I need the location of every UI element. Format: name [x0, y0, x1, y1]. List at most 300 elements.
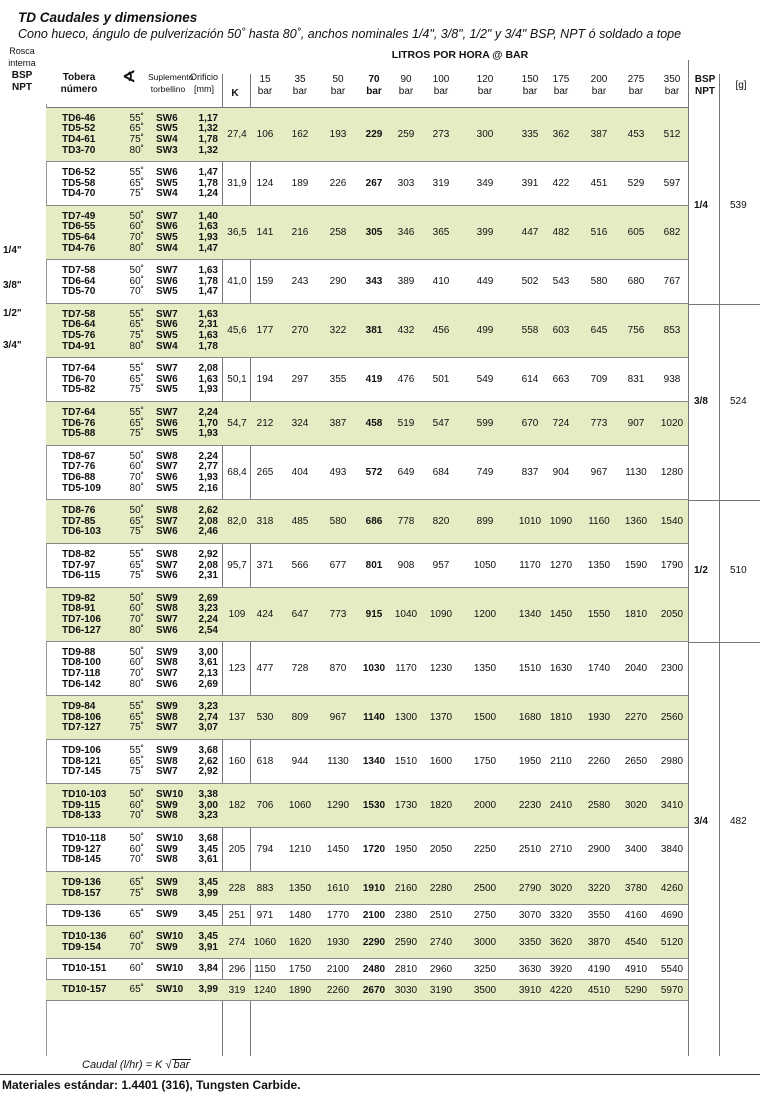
- flow-value: 3550: [587, 909, 611, 921]
- flow-value: 1050: [473, 560, 497, 571]
- k-factor: 31,9: [227, 178, 247, 189]
- header-pressure-unit: bar: [398, 86, 414, 97]
- orifice-diameter: 2,16: [198, 482, 218, 494]
- flow-value: 1150: [254, 963, 276, 975]
- orifice-diameter: 2,24: [198, 614, 218, 625]
- flow-value: 1500: [473, 712, 497, 723]
- flow-value: 355: [329, 374, 347, 385]
- table-row: [0, 905, 760, 926]
- orifice-diameter: 1,70: [198, 417, 218, 429]
- flow-value: 3920: [549, 963, 573, 975]
- spray-angle: 65˚: [129, 711, 144, 723]
- spray-angle: 60˚: [129, 843, 144, 855]
- flow-value: 305: [365, 227, 383, 238]
- flow-value: 2100: [362, 909, 386, 921]
- header-rosca-line: NPT: [12, 82, 32, 93]
- flow-value: 422: [552, 178, 570, 189]
- flow-value: 324: [291, 418, 309, 429]
- header-pressure-200: 200: [590, 74, 608, 85]
- swirl-insert: SW8: [156, 450, 178, 462]
- orifice-diameter: 3,99: [198, 887, 218, 899]
- header-pressure-275: 275: [627, 74, 645, 85]
- swirl-insert: SW10: [156, 963, 184, 975]
- spray-angle: 80˚: [129, 144, 144, 156]
- k-factor: 228: [228, 882, 246, 894]
- spray-angle: 60˚: [129, 930, 144, 942]
- flow-value: 773: [329, 609, 347, 620]
- flow-value: 1480: [288, 909, 312, 921]
- swirl-insert: SW9: [156, 941, 178, 953]
- spray-angle: 50˚: [129, 646, 144, 658]
- spray-angle: 50˚: [129, 505, 144, 517]
- swirl-insert: SW10: [156, 789, 184, 801]
- spray-angle: 75˚: [129, 134, 144, 145]
- flow-value: 684: [432, 467, 450, 478]
- flow-value: 566: [291, 560, 309, 571]
- flow-value: 883: [256, 882, 274, 894]
- spray-angle: 50˚: [129, 592, 144, 604]
- flow-value: 3350: [518, 936, 542, 948]
- flow-value: 1790: [660, 560, 684, 571]
- nozzle-number: TD7-76: [62, 461, 96, 473]
- nozzle-number: TD9-82: [62, 592, 96, 604]
- header-orificio-line: Orificio: [189, 72, 218, 82]
- flow-value: 2250: [473, 844, 497, 855]
- nozzle-number: TD7-85: [62, 515, 96, 527]
- flow-value: 967: [590, 467, 608, 478]
- orifice-diameter: 1,63: [198, 265, 218, 277]
- swirl-insert: SW6: [156, 275, 178, 287]
- swirl-insert: SW9: [156, 843, 178, 855]
- flow-value: 177: [256, 325, 274, 336]
- flow-value: 649: [397, 467, 415, 478]
- flow-value: 389: [397, 276, 415, 287]
- flow-value: 1540: [660, 516, 684, 527]
- swirl-insert: SW7: [156, 407, 178, 419]
- nozzle-number: TD4-61: [62, 134, 96, 145]
- flow-value: 2710: [549, 844, 573, 855]
- flow-value: 371: [256, 560, 274, 571]
- swirl-insert: SW5: [156, 330, 178, 341]
- flow-value: 605: [627, 227, 645, 238]
- swirl-insert: SW4: [156, 340, 178, 352]
- swirl-insert: SW6: [156, 678, 178, 690]
- flow-value: 3840: [660, 844, 684, 855]
- flow-value: 297: [291, 374, 309, 385]
- spray-angle: 55˚: [129, 701, 144, 713]
- flow-value: 365: [432, 227, 450, 238]
- swirl-insert: SW7: [156, 265, 178, 277]
- flow-value: 1350: [587, 560, 611, 571]
- flow-value: 216: [291, 227, 309, 238]
- flow-value: 801: [365, 560, 383, 571]
- orifice-diameter: 1,63: [198, 308, 218, 320]
- flow-value: 1370: [429, 712, 453, 723]
- swirl-insert: SW7: [156, 559, 178, 571]
- k-factor: 296: [228, 963, 246, 975]
- spray-angle: 60˚: [129, 963, 144, 975]
- nozzle-number: TD7-49: [62, 210, 96, 222]
- flow-value: 663: [552, 374, 570, 385]
- spray-angle: 55˚: [129, 363, 144, 375]
- header-pressure-120: 120: [476, 74, 494, 85]
- flow-value: 499: [476, 325, 494, 336]
- nozzle-number: TD7-127: [62, 722, 101, 734]
- flow-value: 1720: [362, 844, 386, 855]
- orifice-diameter: 2,13: [198, 668, 218, 679]
- flow-value: 549: [476, 374, 494, 385]
- spray-angle: 75˚: [129, 188, 144, 200]
- spray-angle: 80˚: [129, 242, 144, 254]
- header-pressure-unit: bar: [664, 86, 680, 97]
- flow-value: 265: [256, 467, 274, 478]
- orifice-diameter: 3,68: [198, 833, 218, 845]
- swirl-insert: SW6: [156, 570, 178, 582]
- flow-value: 756: [627, 325, 645, 336]
- flow-value: 194: [256, 374, 274, 385]
- flow-value: 3000: [473, 936, 497, 948]
- nozzle-number: TD4-76: [62, 242, 96, 254]
- spray-angle: 60˚: [129, 799, 144, 811]
- flow-value: 2790: [518, 882, 542, 894]
- k-factor: 45,6: [227, 325, 247, 336]
- flow-value: 831: [627, 374, 645, 385]
- flow-value: 1890: [288, 984, 312, 996]
- flow-value: 1950: [518, 756, 542, 767]
- flow-value: 1170: [519, 560, 541, 571]
- nozzle-number: TD6-70: [62, 373, 96, 385]
- table-row: [0, 828, 760, 872]
- k-factor: 95,7: [227, 560, 247, 571]
- table-row: [0, 642, 760, 696]
- nozzle-number: TD9-84: [62, 701, 96, 713]
- flow-value: 915: [365, 609, 383, 620]
- swirl-insert: SW10: [156, 833, 184, 845]
- nozzle-number: TD8-100: [62, 657, 101, 669]
- nozzle-number: TD7-145: [62, 766, 101, 778]
- swirl-insert: SW8: [156, 755, 178, 767]
- spray-angle: 65˚: [129, 177, 144, 189]
- spray-angle: 80˚: [129, 340, 144, 352]
- flow-value: 1200: [473, 609, 497, 620]
- swirl-insert: SW9: [156, 592, 178, 604]
- flow-value: 2260: [326, 984, 350, 996]
- flow-value: 908: [397, 560, 415, 571]
- flow-value: 106: [256, 129, 274, 140]
- flow-value: 1610: [326, 882, 350, 894]
- orifice-diameter: 1,40: [198, 210, 218, 222]
- nozzle-number: TD7-64: [62, 363, 96, 375]
- orifice-diameter: 3,45: [198, 843, 218, 855]
- flow-value: 453: [627, 129, 645, 140]
- swirl-insert: SW3: [156, 144, 178, 156]
- spray-angle: 55˚: [129, 308, 144, 320]
- spray-angle: 70˚: [129, 286, 144, 298]
- flow-value: 677: [329, 560, 347, 571]
- table-row: [0, 260, 760, 304]
- flow-value: 1090: [549, 516, 573, 527]
- flow-value: 501: [432, 374, 450, 385]
- header-tobera-line: Tobera: [62, 72, 96, 83]
- flow-value: 267: [365, 178, 383, 189]
- orifice-diameter: 2,08: [198, 559, 218, 571]
- flow-value: 273: [432, 129, 450, 140]
- header-pressure-100: 100: [432, 74, 450, 85]
- flow-value: 944: [291, 756, 309, 767]
- swirl-insert: SW4: [156, 134, 178, 145]
- flow-value: 456: [432, 325, 450, 336]
- flow-value: 410: [432, 276, 450, 287]
- flow-value: 4510: [587, 984, 611, 996]
- spray-angle: 80˚: [129, 482, 144, 494]
- flow-value: 2410: [549, 800, 573, 811]
- nozzle-number: TD7-58: [62, 265, 96, 277]
- spray-angle: 50˚: [129, 210, 144, 222]
- orifice-diameter: 3,99: [198, 984, 218, 996]
- swirl-insert: SW9: [156, 646, 178, 658]
- nozzle-number: TD6-46: [62, 112, 96, 124]
- flow-value: 1270: [549, 560, 573, 571]
- table-row: [0, 926, 760, 959]
- flow-value: 229: [365, 129, 383, 140]
- flow-value: 3910: [518, 984, 542, 996]
- flow-value: 1530: [362, 800, 386, 811]
- flow-value: 2050: [429, 844, 453, 855]
- orifice-diameter: 2,92: [198, 549, 218, 561]
- flow-value: 322: [329, 325, 347, 336]
- orifice-diameter: 3,68: [198, 745, 218, 757]
- flow-value: 645: [590, 325, 608, 336]
- flow-value: 2650: [624, 756, 648, 767]
- header-pressure-unit: bar: [628, 86, 644, 97]
- orifice-diameter: 2,54: [198, 624, 218, 636]
- flow-value: 447: [521, 227, 539, 238]
- flow-value: 243: [291, 276, 309, 287]
- flow-value: 682: [663, 227, 681, 238]
- swirl-insert: SW7: [156, 614, 178, 625]
- k-factor: 137: [228, 712, 246, 723]
- flow-value: 820: [432, 516, 450, 527]
- orifice-diameter: 3,45: [198, 909, 218, 921]
- flow-value: 290: [329, 276, 347, 287]
- flow-value: 1550: [587, 609, 611, 620]
- flow-value: 2280: [429, 882, 453, 894]
- flow-value: 1210: [288, 844, 312, 855]
- flow-value: 3020: [624, 800, 648, 811]
- flow-value: 1130: [327, 756, 349, 767]
- weight-value: 524: [730, 396, 747, 407]
- flow-value: 2300: [660, 663, 684, 674]
- flow-value: 2110: [550, 756, 572, 767]
- flow-value: 1510: [518, 663, 542, 674]
- flow-value: 647: [291, 609, 309, 620]
- section-divider: [688, 642, 760, 643]
- nozzle-number: TD9-154: [62, 941, 101, 953]
- table-row: [0, 784, 760, 828]
- swirl-insert: SW7: [156, 210, 178, 222]
- flow-value: 907: [627, 418, 645, 429]
- page-subtitle: Cono hueco, ángulo de pulverización 50˚ hasta 80˚, anchos nominales 1/4", 3/8", 1/2" y 3/4" BSP, NPT ó soldado a tope: [18, 27, 682, 41]
- flow-value: 189: [291, 178, 309, 189]
- flow-value: 300: [476, 129, 494, 140]
- orifice-diameter: 1,24: [198, 188, 218, 200]
- header-pressure-unit: bar: [433, 86, 449, 97]
- flow-value: 2740: [429, 936, 453, 948]
- flow-value: 451: [590, 178, 608, 189]
- bsp-size: 1/4: [694, 200, 708, 211]
- nozzle-number: TD9-88: [62, 646, 96, 658]
- orifice-diameter: 1,93: [198, 232, 218, 243]
- flow-value: 3870: [587, 936, 611, 948]
- orifice-diameter: 2,08: [198, 363, 218, 375]
- nozzle-number: TD9-136: [62, 876, 101, 888]
- table-row: [0, 500, 760, 544]
- flow-value: 2380: [394, 909, 418, 921]
- flow-value: 2510: [429, 909, 453, 921]
- swirl-insert: SW5: [156, 123, 178, 135]
- flow-value: 2040: [624, 663, 648, 674]
- flow-value: 530: [256, 712, 274, 723]
- spray-angle: 75˚: [129, 570, 144, 582]
- flow-value: 387: [590, 129, 608, 140]
- flow-value: 749: [476, 467, 494, 478]
- header-pressure-unit: bar: [292, 86, 308, 97]
- nozzle-number: TD6-127: [62, 624, 101, 636]
- nozzle-number: TD5-76: [62, 330, 96, 341]
- flow-value: 837: [521, 467, 539, 478]
- flow-value: 2590: [394, 936, 418, 948]
- table-row: [0, 544, 760, 588]
- flow-value: 516: [590, 227, 608, 238]
- nozzle-number: TD3-70: [62, 144, 96, 156]
- nozzle-number: TD5-82: [62, 384, 96, 396]
- nozzle-number: TD5-58: [62, 177, 96, 189]
- nozzle-number: TD5-52: [62, 123, 96, 135]
- nozzle-number: TD9-115: [62, 799, 101, 811]
- k-factor: 274: [228, 936, 246, 948]
- flow-value: 2810: [394, 963, 418, 975]
- nozzle-number: TD4-91: [62, 340, 96, 352]
- flow-value: 957: [432, 560, 450, 571]
- orifice-diameter: 1,32: [198, 144, 218, 156]
- flow-value: 226: [329, 178, 347, 189]
- flow-value: 519: [397, 418, 415, 429]
- swirl-insert: SW7: [156, 722, 178, 734]
- flow-value: 3020: [549, 882, 573, 894]
- spray-angle: 70˚: [129, 614, 144, 625]
- flow-value: 1510: [394, 756, 418, 767]
- flow-value: 482: [552, 227, 570, 238]
- table-row: [0, 108, 760, 162]
- flow-value: 580: [329, 516, 347, 527]
- swirl-insert: SW7: [156, 668, 178, 679]
- nozzle-number: TD6-115: [62, 570, 101, 582]
- flow-value: 259: [397, 129, 415, 140]
- header-pressure-unit: bar: [522, 86, 538, 97]
- swirl-insert: SW6: [156, 221, 178, 233]
- page-title: TD Caudales y dimensiones: [18, 10, 198, 25]
- flow-value: 212: [256, 418, 274, 429]
- flow-value: 778: [397, 516, 415, 527]
- orifice-diameter: 1,17: [198, 112, 218, 124]
- k-factor: 54,7: [227, 418, 247, 429]
- header-bsp-line: BSP: [694, 74, 716, 85]
- flow-table: [0, 44, 760, 1056]
- swirl-insert: SW8: [156, 711, 178, 723]
- flow-value: 1450: [549, 609, 573, 620]
- flow-value: 4160: [624, 909, 648, 921]
- spray-angle: 55˚: [129, 112, 144, 124]
- flow-value: 2160: [394, 882, 418, 894]
- flow-value: 603: [552, 325, 570, 336]
- header-suplemento-line: Suplemento: [148, 72, 194, 82]
- flow-value: 159: [256, 276, 274, 287]
- flow-value: 502: [521, 276, 539, 287]
- header-pressure-unit: bar: [591, 86, 607, 97]
- footer-divider: [0, 1074, 760, 1075]
- flow-value: 362: [552, 129, 570, 140]
- orifice-diameter: 1,78: [198, 275, 218, 287]
- swirl-insert: SW9: [156, 701, 178, 713]
- swirl-insert: SW6: [156, 472, 178, 483]
- spray-angle: 65˚: [129, 984, 144, 996]
- header-pressure-unit: bar: [553, 86, 569, 97]
- thread-size: 3/4": [3, 340, 22, 351]
- flow-value: 3500: [473, 984, 497, 996]
- flow-value: 773: [590, 418, 608, 429]
- flow-value: 1280: [660, 467, 684, 478]
- swirl-insert: SW8: [156, 887, 178, 899]
- swirl-insert: SW7: [156, 308, 178, 320]
- flow-value: 904: [552, 467, 570, 478]
- flow-value: 599: [476, 418, 494, 429]
- header-tobera-line: número: [60, 84, 98, 95]
- orifice-diameter: 1,63: [198, 373, 218, 385]
- weight-value: 510: [730, 565, 747, 576]
- spray-angle: 65˚: [129, 515, 144, 527]
- flow-value: 1350: [473, 663, 497, 674]
- flow-value: 971: [256, 909, 274, 921]
- spray-angle: 65˚: [129, 876, 144, 888]
- spray-angle: 65˚: [129, 373, 144, 385]
- header-pressure-70: 70: [368, 74, 380, 85]
- flow-value: 1590: [624, 560, 648, 571]
- flow-value: 614: [521, 374, 539, 385]
- nozzle-number: TD8-145: [62, 854, 101, 866]
- swirl-insert: SW8: [156, 549, 178, 561]
- swirl-insert: SW5: [156, 384, 178, 396]
- flow-value: 1240: [253, 984, 277, 996]
- flow-value: 476: [397, 374, 415, 385]
- nozzle-number: TD4-70: [62, 188, 96, 200]
- flow-value: 1750: [473, 756, 497, 767]
- orifice-diameter: 2,24: [198, 450, 218, 462]
- swirl-insert: SW5: [156, 232, 178, 243]
- spray-angle: 60˚: [129, 221, 144, 233]
- orifice-diameter: 1,47: [198, 286, 218, 298]
- nozzle-number: TD7-58: [62, 308, 96, 320]
- flow-value: 1230: [429, 663, 453, 674]
- table-row: [0, 872, 760, 905]
- swirl-insert: SW6: [156, 417, 178, 429]
- swirl-insert: SW5: [156, 482, 178, 494]
- orifice-diameter: 3,91: [198, 941, 218, 953]
- flow-value: 387: [329, 418, 347, 429]
- orifice-diameter: 2,92: [198, 766, 218, 778]
- orifice-diameter: 3,23: [198, 701, 218, 713]
- spray-angle: 70˚: [129, 941, 144, 953]
- flow-value: 399: [476, 227, 494, 238]
